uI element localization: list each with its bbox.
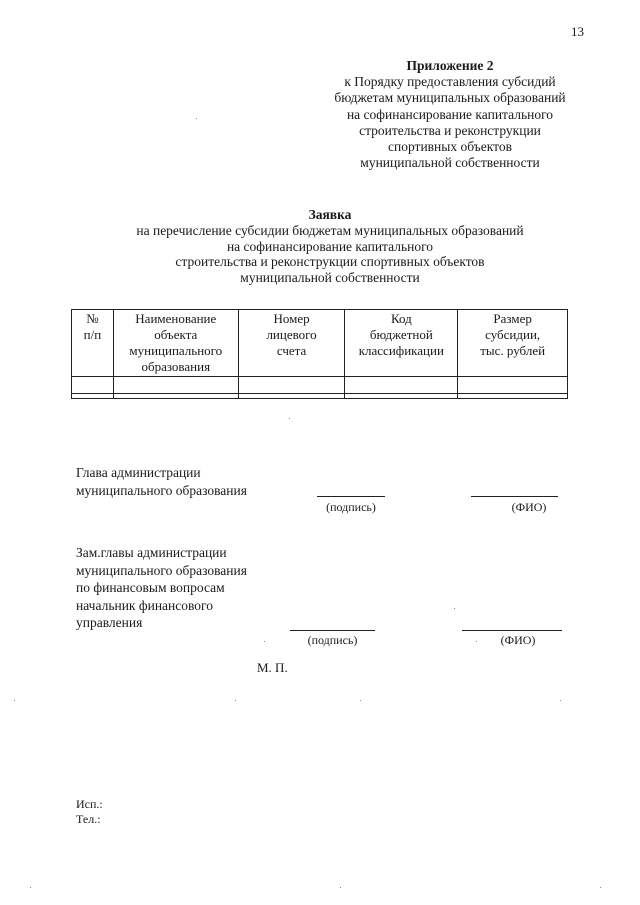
document-subtitle-line: строительства и реконструкции спортивных объектов <box>175 254 485 270</box>
scan-speck <box>454 608 455 609</box>
appendix-line: строительства и реконструкции <box>359 122 541 138</box>
appendix-line: спортивных объектов <box>388 139 512 155</box>
scan-speck <box>235 700 236 701</box>
appendix-line: муниципальной собственности <box>360 155 540 171</box>
column-header-subsidy-amount: Размер субсидии, тыс. рублей <box>458 310 568 377</box>
table-cell <box>72 377 114 394</box>
phone-label: Тел.: <box>76 812 101 826</box>
stamp-placeholder: М. П. <box>257 660 288 675</box>
signatory-title-line: по финансовым вопросам <box>76 580 225 595</box>
column-header-account-number: Номер лицевого счета <box>238 310 345 377</box>
scan-speck <box>340 887 341 888</box>
request-table <box>71 309 568 399</box>
scan-speck <box>560 700 561 701</box>
table-cell <box>238 377 345 394</box>
scan-speck <box>14 700 15 701</box>
document-title <box>60 207 600 286</box>
signatory-title-line: начальник финансового <box>76 597 213 613</box>
head-name-caption: (ФИО) <box>511 500 547 514</box>
deputy-signatory <box>76 544 247 632</box>
scan-speck <box>30 887 31 888</box>
signatory-title-line: муниципального образования <box>76 482 247 498</box>
appendix-title: Приложение 2 <box>406 58 494 73</box>
document-subtitle-line: муниципальной собственности <box>240 270 420 286</box>
table-cell <box>345 377 458 394</box>
appendix-header <box>300 58 600 171</box>
table-bottom-row <box>72 394 568 399</box>
head-signature-caption: (подпись) <box>326 500 376 514</box>
deputy-name-caption: (ФИО) <box>500 633 536 647</box>
table-header-row <box>72 310 568 377</box>
signatory-title-line: муниципального образования <box>76 562 247 578</box>
document-subtitle-line: на софинансирование капитального <box>226 238 434 254</box>
document-subtitle-line: на перечисление субсидии бюджетам муниципальных образований <box>136 222 524 238</box>
page-number: 13 <box>571 24 584 39</box>
appendix-line: к Порядку предоставления субсидий <box>344 74 556 90</box>
document-heading: Заявка <box>308 207 352 222</box>
head-signature-line <box>317 496 385 497</box>
deputy-signature-caption: (подпись) <box>307 633 358 647</box>
executor-label: Исп.: <box>76 797 103 811</box>
table-row <box>72 377 568 394</box>
scan-speck <box>360 700 361 701</box>
column-header-object-name: Наименование объекта муниципального образования <box>113 310 238 377</box>
column-header-number: № п/п <box>72 310 114 377</box>
table-cell <box>113 377 238 394</box>
scan-speck <box>600 887 601 888</box>
head-name-line <box>471 496 558 497</box>
scan-speck <box>476 641 477 642</box>
contacts <box>76 797 103 827</box>
scan-speck <box>289 418 290 419</box>
column-header-budget-code: Код бюджетной классификации <box>345 310 458 377</box>
signatory-title-line: Глава администрации <box>76 465 201 480</box>
appendix-line: на софинансирование капитального <box>346 106 554 122</box>
deputy-signature-line <box>290 630 375 631</box>
table-cell <box>458 377 568 394</box>
head-signatory <box>76 464 247 499</box>
deputy-name-line <box>462 630 562 631</box>
scan-speck <box>196 118 197 119</box>
appendix-line: бюджетам муниципальных образований <box>334 90 566 106</box>
scan-speck <box>264 641 265 642</box>
signatory-title-line: управления <box>76 615 143 630</box>
signatory-title-line: Зам.главы администрации <box>76 545 227 560</box>
